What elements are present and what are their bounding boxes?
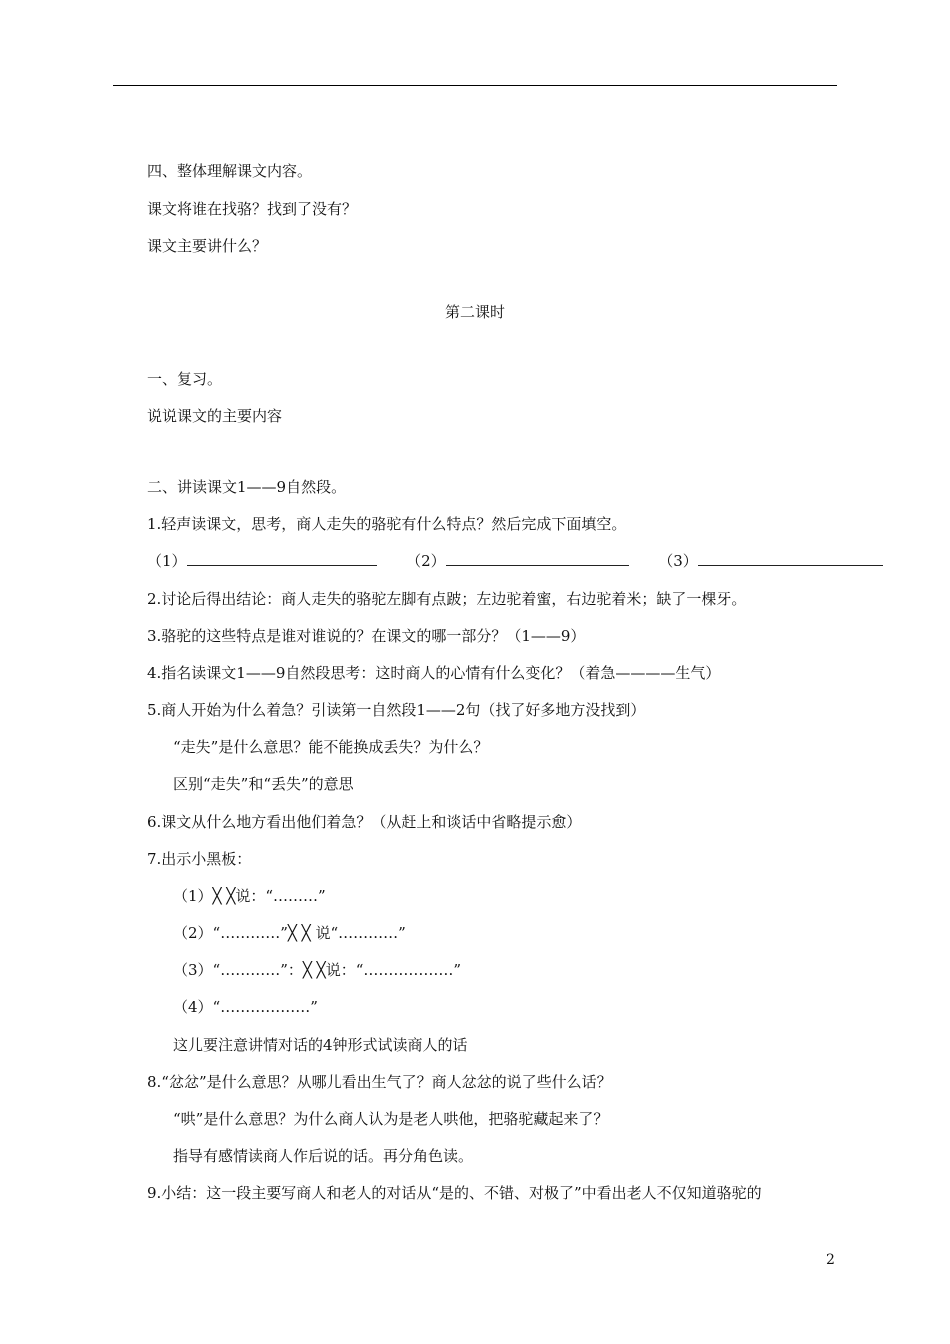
page-number: 2 <box>826 1252 835 1268</box>
blank-row <box>147 551 883 571</box>
review-title: 一、复习。 <box>147 370 223 388</box>
item-3: 3.骆驼的这些特点是谁对谁说的？在课文的哪一部分？（1——9） <box>147 627 586 645</box>
board-line-4: （4）“………………” <box>173 998 318 1016</box>
board-line-3: （3）“…………”：╳ ╳说：“………………” <box>173 961 462 979</box>
item-6: 6.课文从什么地方看出他们着急？（从赶上和谈话中省略提示愈） <box>147 813 582 831</box>
section-four-question-2: 课文主要讲什么？ <box>147 237 268 255</box>
header-rule <box>113 85 837 86</box>
item-2: 2.讨论后得出结论：商人走失的骆驼左脚有点跛；左边驼着蜜，右边驼着米；缺了一棵牙。 <box>147 590 747 608</box>
item-5-sub-a: “走失”是什么意思？能不能换成丢失？为什么？ <box>173 738 489 756</box>
item-5: 5.商人开始为什么着急？引读第一自然段1——2句（找了好多地方没找到） <box>147 701 646 719</box>
item-1: 1.轻声读课文，思考，商人走失的骆驼有什么特点？然后完成下面填空。 <box>147 515 627 533</box>
fill-blank-2 <box>446 551 629 566</box>
board-line-2: （2）“…………”╳ ╳ 说“…………” <box>173 924 406 942</box>
item-8: 8.“忿忿”是什么意思？从哪儿看出生气了？商人忿忿的说了些什么话？ <box>147 1073 612 1091</box>
review-text: 说说课文的主要内容 <box>147 407 283 425</box>
section-two-title: 二、讲读课文1——9自然段。 <box>147 478 347 496</box>
blank-label-3: （3） <box>658 552 698 570</box>
item-9: 9.小结：这一段主要写商人和老人的对话从“是的、不错、对极了”中看出老人不仅知道骆驼的 <box>147 1184 762 1202</box>
fill-blank-1 <box>187 551 377 566</box>
lesson-two-heading: 第二课时 <box>444 303 505 321</box>
blank-label-2: （2） <box>406 552 446 570</box>
board-line-1: （1）╳ ╳说：“………” <box>173 887 326 905</box>
fill-blank-3 <box>698 551 883 566</box>
blank-label-1: （1） <box>147 552 187 570</box>
section-four-title: 四、整体理解课文内容。 <box>147 162 313 180</box>
item-8-sub-a: “哄”是什么意思？为什么商人认为是老人哄他，把骆驼藏起来了？ <box>173 1110 609 1128</box>
item-8-sub-b: 指导有感情读商人作后说的话。再分角色读。 <box>173 1147 474 1165</box>
section-four-question-1: 课文将谁在找骆？找到了没有？ <box>147 200 358 218</box>
item-5-sub-b: 区别“走失”和“丢失”的意思 <box>173 775 354 793</box>
item-7: 7.出示小黑板： <box>147 850 252 868</box>
item-7-note: 这儿要注意讲情对话的4钟形式试读商人的话 <box>173 1036 468 1054</box>
item-4: 4.指名读课文1——9自然段思考：这时商人的心情有什么变化？（着急————生气） <box>147 664 721 682</box>
